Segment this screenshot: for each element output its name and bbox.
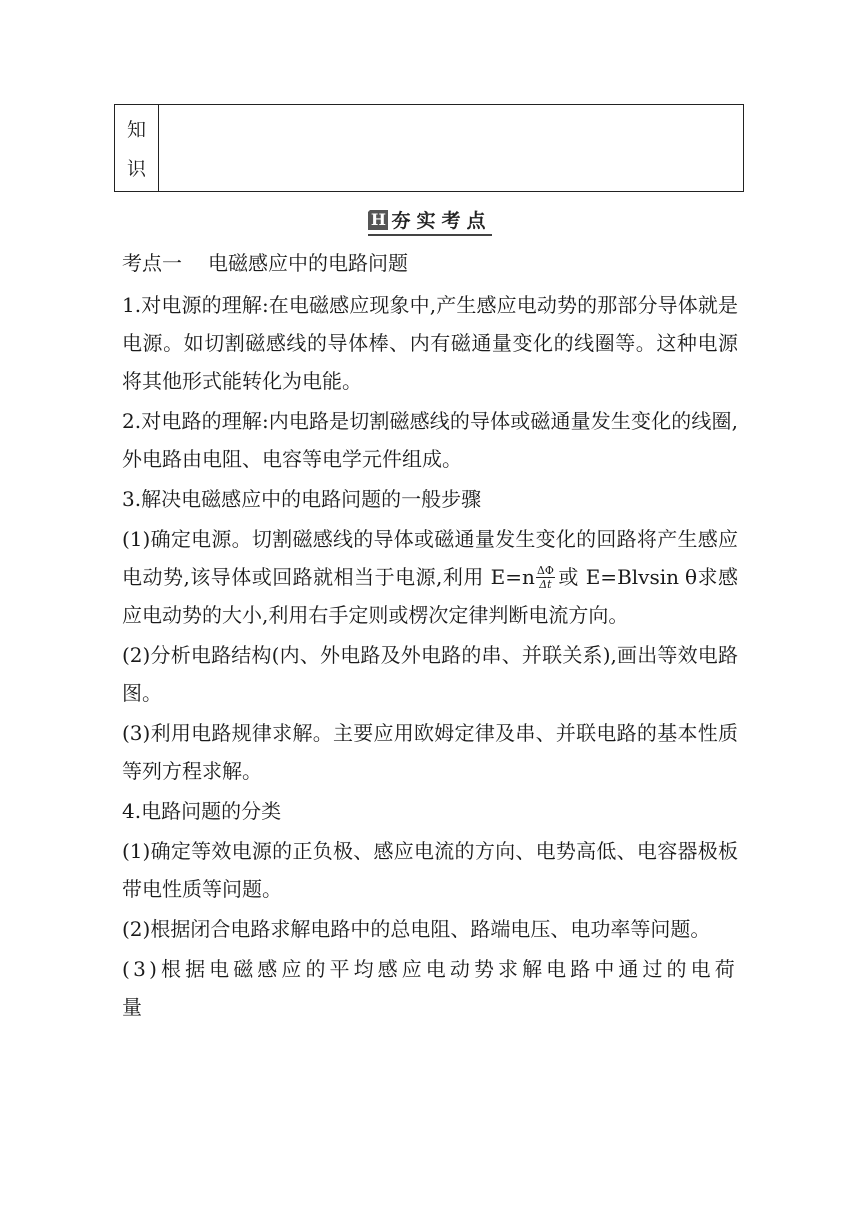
topic-title: 电磁感应中的电路问题 (208, 251, 408, 275)
formula-theta: θ (685, 565, 698, 589)
section-badge-icon: H (368, 210, 388, 230)
section-heading (0, 206, 860, 236)
section-heading-wrap (368, 206, 491, 236)
paragraph: (3)利用电路规律求解。主要应用欧姆定律及串、并联电路的基本性质等列方程求解。 (122, 721, 738, 783)
table-label-column (115, 105, 159, 191)
fraction-numerator: ΔΦ (536, 564, 554, 577)
table-content-cell (159, 105, 743, 191)
paragraph: 4.电路问题的分类 (122, 799, 282, 823)
paragraph: 2.对电路的理解:内电路是切割磁感线的导体或磁通量发生变化的线圈,外电路由电阻、电容等电学元件组成。 (122, 409, 738, 471)
knowledge-table (114, 104, 744, 192)
paragraph: (2)根据闭合电路求解电路中的总电阻、路端电压、电功率等问题。 (122, 917, 711, 941)
document-body (122, 244, 738, 1028)
section-title: 夯实考点 (391, 210, 492, 232)
paragraph: (2)分析电路结构(内、外电路及外电路的串、并联关系),画出等效电路图。 (122, 643, 738, 705)
table-label-char: 识 (126, 158, 146, 180)
fraction-denominator: Δt (539, 578, 552, 591)
topic-number: 考点一 (122, 251, 182, 275)
table-label-char: 知 (126, 119, 146, 141)
formula-fraction (536, 564, 555, 591)
formula-text-after: 求感应电动势的大小,利用右手定则或楞次定律判断电流方向。 (122, 565, 739, 627)
paragraph-formula (122, 520, 738, 634)
paragraph: (1)确定等效电源的正负极、感应电流的方向、电势高低、电容器极板带电性质等问题。 (122, 839, 738, 901)
formula-text-middle: 或 E=Blvsin (557, 565, 679, 589)
paragraph: 1.对电源的理解:在电磁感应现象中,产生感应电动势的那部分导体就是电源。如切割磁感线的导体棒、内有磁通量变化的线圈等。这种电源将其他形式能转化为电能。 (122, 293, 738, 393)
formula-text-before: (1)确定电源。切割磁感线的导体或磁通量发生变化的回路将产生感应电动势,该导体或回路就相当于电源,利用 E=n (122, 527, 738, 589)
paragraph: (3)根据电磁感应的平均感应电动势求解电路中通过的电荷量 (122, 957, 738, 1019)
topic-heading (122, 244, 738, 282)
paragraph: 3.解决电磁感应中的电路问题的一般步骤 (122, 487, 482, 511)
